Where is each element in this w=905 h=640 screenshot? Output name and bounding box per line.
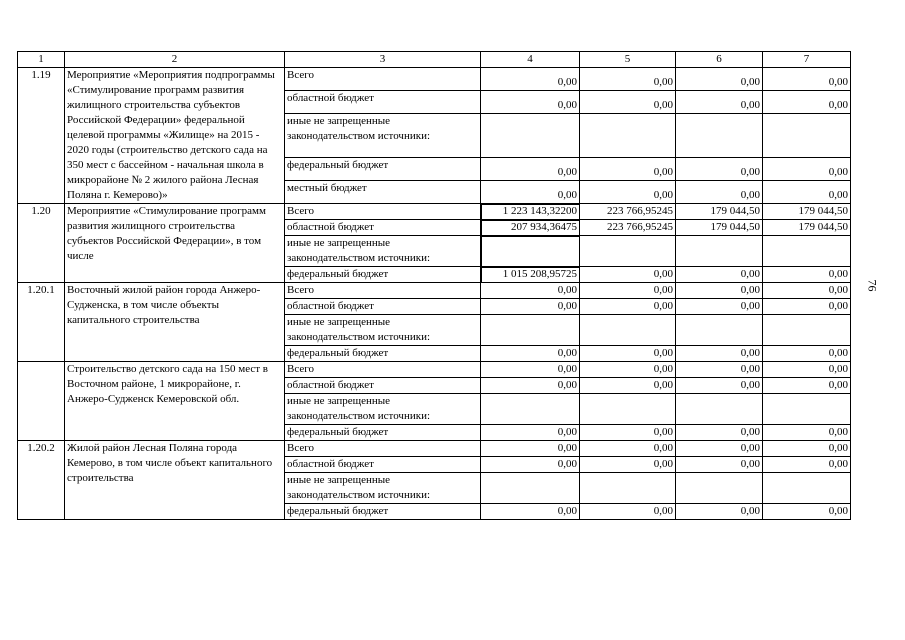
amount-cell: 0,00 [481, 299, 580, 315]
amount-cell: 0,00 [763, 68, 851, 91]
amount-cell [676, 394, 763, 425]
amount-cell: 0,00 [763, 425, 851, 441]
amount-cell: 223 766,95245 [580, 220, 676, 236]
amount-cell: 0,00 [676, 158, 763, 181]
amount-cell: 0,00 [763, 378, 851, 394]
funding-source: иные не запрещенные законодательством источники: [285, 113, 481, 157]
amount-cell: 0,00 [580, 158, 676, 181]
amount-cell: 0,00 [763, 283, 851, 299]
funding-source: федеральный бюджет [285, 346, 481, 362]
amount-cell [763, 315, 851, 346]
header-cell: 6 [676, 52, 763, 68]
amount-cell: 0,00 [580, 362, 676, 378]
amount-cell: 0,00 [763, 362, 851, 378]
amount-cell [580, 394, 676, 425]
amount-cell: 0,00 [676, 299, 763, 315]
amount-cell: 0,00 [763, 457, 851, 473]
item-description: Мероприятие «Стимулирование программ развития жилищного строительства субъектов Российской Федерации», в том числе [65, 204, 285, 283]
amount-cell: 0,00 [763, 267, 851, 283]
amount-cell: 0,00 [481, 378, 580, 394]
amount-cell [580, 473, 676, 504]
header-cell: 2 [65, 52, 285, 68]
amount-cell: 0,00 [481, 90, 580, 113]
funding-source: Всего [285, 441, 481, 457]
amount-cell: 0,00 [580, 267, 676, 283]
amount-cell: 0,00 [580, 90, 676, 113]
amount-cell: 0,00 [481, 158, 580, 181]
amount-cell [481, 113, 580, 157]
amount-cell: 0,00 [580, 68, 676, 91]
amount-cell: 0,00 [676, 362, 763, 378]
amount-cell: 0,00 [676, 441, 763, 457]
funding-source: Всего [285, 204, 481, 220]
amount-cell: 0,00 [676, 504, 763, 520]
header-cell: 1 [18, 52, 65, 68]
amount-cell: 1 223 143,32200 [481, 204, 580, 220]
funding-source: Всего [285, 362, 481, 378]
amount-cell: 0,00 [580, 346, 676, 362]
item-description: Строительство детского сада на 150 мест в Восточном районе, 1 микрорайоне, г. Анжеро-Судженск Кемеровской обл. [65, 362, 285, 441]
amount-cell: 0,00 [676, 378, 763, 394]
amount-cell: 0,00 [580, 425, 676, 441]
amount-cell: 179 044,50 [763, 220, 851, 236]
amount-cell: 0,00 [763, 90, 851, 113]
amount-cell: 0,00 [676, 283, 763, 299]
amount-cell [676, 236, 763, 267]
amount-cell [676, 113, 763, 157]
amount-cell: 0,00 [676, 90, 763, 113]
amount-cell: 0,00 [481, 283, 580, 299]
amount-cell [676, 473, 763, 504]
amount-cell [481, 315, 580, 346]
amount-cell: 0,00 [481, 346, 580, 362]
funding-source: областной бюджет [285, 378, 481, 394]
header-cell: 4 [481, 52, 580, 68]
amount-cell: 1 015 208,95725 [481, 267, 580, 283]
item-number [18, 362, 65, 441]
amount-cell: 0,00 [580, 457, 676, 473]
funding-source: Всего [285, 283, 481, 299]
amount-cell: 0,00 [481, 457, 580, 473]
amount-cell: 179 044,50 [676, 220, 763, 236]
funding-source: Всего [285, 68, 481, 91]
table-row [18, 68, 851, 91]
funding-source: иные не запрещенные законодательством источники: [285, 473, 481, 504]
amount-cell [763, 394, 851, 425]
amount-cell: 0,00 [763, 299, 851, 315]
funding-source: иные не запрещенные законодательством источники: [285, 315, 481, 346]
amount-cell: 0,00 [481, 181, 580, 204]
amount-cell: 179 044,50 [676, 204, 763, 220]
amount-cell: 0,00 [580, 283, 676, 299]
amount-cell: 0,00 [580, 378, 676, 394]
funding-source: областной бюджет [285, 457, 481, 473]
amount-cell [763, 236, 851, 267]
amount-cell: 0,00 [763, 181, 851, 204]
item-number: 1.20.2 [18, 441, 65, 520]
amount-cell: 0,00 [481, 441, 580, 457]
amount-cell: 0,00 [763, 504, 851, 520]
amount-cell: 0,00 [676, 267, 763, 283]
amount-cell: 0,00 [676, 346, 763, 362]
amount-cell: 0,00 [676, 457, 763, 473]
funding-source: областной бюджет [285, 220, 481, 236]
header-cell: 3 [285, 52, 481, 68]
funding-source: областной бюджет [285, 90, 481, 113]
amount-cell: 0,00 [481, 362, 580, 378]
amount-cell [580, 113, 676, 157]
amount-cell [580, 315, 676, 346]
table-row [18, 283, 851, 299]
item-number: 1.20.1 [18, 283, 65, 362]
amount-cell: 0,00 [580, 181, 676, 204]
amount-cell: 0,00 [676, 425, 763, 441]
funding-source: федеральный бюджет [285, 158, 481, 181]
amount-cell: 0,00 [763, 158, 851, 181]
amount-cell: 179 044,50 [763, 204, 851, 220]
amount-cell [763, 473, 851, 504]
funding-source: федеральный бюджет [285, 504, 481, 520]
amount-cell: 0,00 [580, 299, 676, 315]
amount-cell: 0,00 [676, 181, 763, 204]
header-cell: 5 [580, 52, 676, 68]
item-number: 1.20 [18, 204, 65, 283]
amount-cell [481, 394, 580, 425]
item-number: 1.19 [18, 68, 65, 204]
page-number: 76 [865, 279, 880, 292]
funding-source: федеральный бюджет [285, 267, 481, 283]
amount-cell: 207 934,36475 [481, 220, 580, 236]
funding-source: областной бюджет [285, 299, 481, 315]
table-row [18, 441, 851, 457]
item-description: Восточный жилой район города Анжеро-Судженска, в том числе объекты капитального строительства [65, 283, 285, 362]
amount-cell: 0,00 [763, 441, 851, 457]
amount-cell [481, 236, 580, 267]
amount-cell [580, 236, 676, 267]
funding-source: федеральный бюджет [285, 425, 481, 441]
amount-cell: 0,00 [481, 425, 580, 441]
amount-cell: 0,00 [676, 68, 763, 91]
funding-source: иные не запрещенные законодательством источники: [285, 394, 481, 425]
item-description: Мероприятие «Мероприятия подпрограммы «Стимулирование программ развития жилищного строительства субъектов Российской Федерации» федеральной целевой программы «Жилище» на 2015 - 2020 годы (строительство детского сада на 350 мест с бассейном - начальная школа в микрорайоне № 2 жилого района Лесная Поляна г. Кемерово)» [65, 68, 285, 204]
funding-source: иные не запрещенные законодательством источники: [285, 236, 481, 267]
item-description: Жилой район Лесная Поляна города Кемерово, в том числе объект капитального строительства [65, 441, 285, 520]
amount-cell [763, 113, 851, 157]
table-row [18, 362, 851, 378]
table-row [18, 204, 851, 220]
amount-cell: 223 766,95245 [580, 204, 676, 220]
funding-source: местный бюджет [285, 181, 481, 204]
amount-cell: 0,00 [481, 504, 580, 520]
header-row [18, 52, 851, 68]
amount-cell [481, 473, 580, 504]
amount-cell: 0,00 [580, 504, 676, 520]
budget-table [17, 51, 851, 520]
header-cell: 7 [763, 52, 851, 68]
amount-cell: 0,00 [763, 346, 851, 362]
amount-cell: 0,00 [580, 441, 676, 457]
amount-cell: 0,00 [481, 68, 580, 91]
amount-cell [676, 315, 763, 346]
